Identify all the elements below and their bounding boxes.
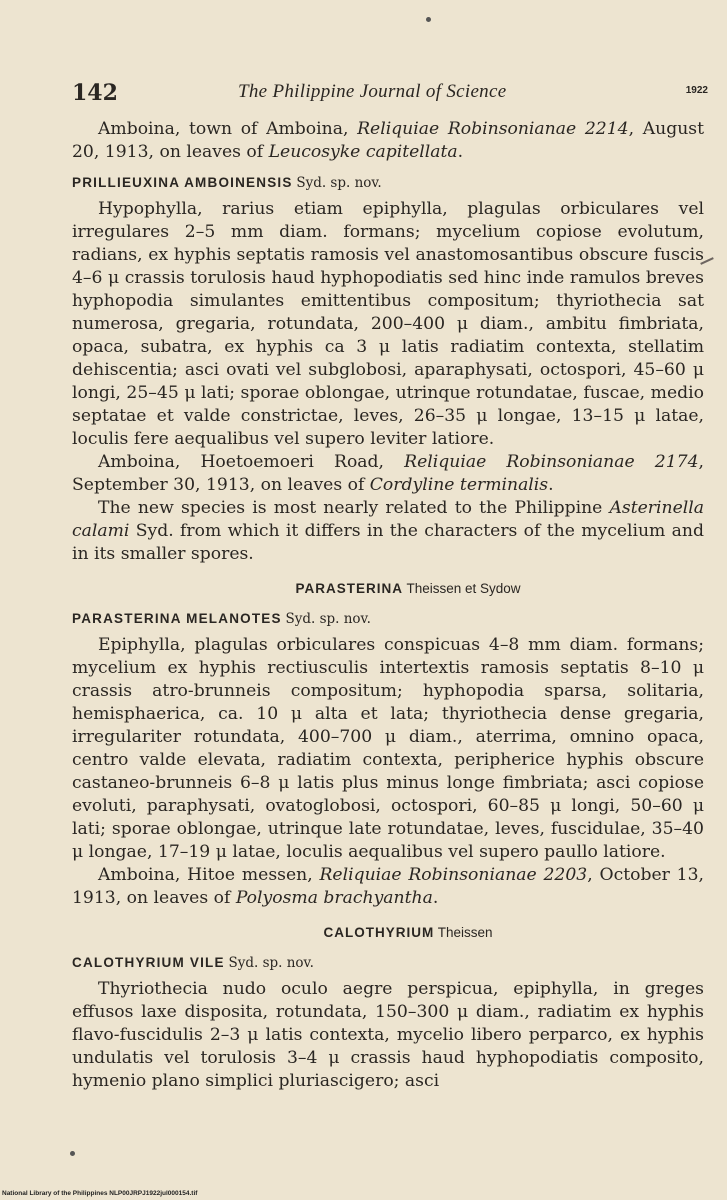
text-run: . (457, 142, 464, 162)
italic-text: Polyosma brachyantha (235, 888, 433, 908)
text-run: , September 30, 1913, on leaves of (72, 452, 704, 495)
species-heading (72, 171, 704, 195)
species-author: Syd. sp. nov. (296, 175, 382, 191)
scan-footer: National Library of the Philippines NLP00JRPJ1922jul000154.tif (2, 1190, 198, 1197)
italic-text: Cordyline terminalis (369, 475, 549, 495)
article-body (72, 118, 704, 1093)
species-author: Syd. sp. nov. (285, 611, 371, 627)
paragraph (72, 634, 704, 864)
text-run: Syd. from which it differs in the characters of the mycelium and in its smaller spores. (72, 521, 704, 564)
paragraph (72, 198, 704, 451)
text-run: , October 13, 1913, on leaves of (72, 865, 704, 908)
species-name: PARASTERINA MELANOTES (72, 611, 282, 626)
text-run: The new species is most nearly related to the Philippine (98, 498, 610, 518)
italic-text: Leucosyke capitellata (268, 142, 458, 162)
paragraph (72, 497, 704, 566)
species-heading (72, 951, 704, 975)
italic-text: Reliquiae Robinsonianae 2203 (319, 865, 588, 885)
species-heading (72, 607, 704, 631)
genus-heading (72, 577, 704, 600)
species-name: PRILLIEUXINA AMBOINENSIS (72, 175, 293, 190)
scan-speck (426, 17, 431, 22)
text-run: , August 20, 1913, on leaves of (72, 119, 704, 162)
page-header (72, 80, 708, 110)
genus-name: CALOTHYRIUM (323, 925, 435, 940)
paragraph (72, 451, 704, 497)
text-run: Amboina, Hoetoemoeri Road, (98, 452, 405, 472)
page-number: 142 (72, 80, 118, 106)
genus-name: PARASTERINA (295, 581, 403, 596)
italic-text: Reliquiae Robinsonianae 2174 (404, 452, 699, 472)
text-run: . (432, 888, 439, 908)
italic-text: Reliquiae Robinsonianae 2214 (357, 119, 629, 139)
italic-text: Asterinella calami (72, 498, 704, 541)
genus-heading (72, 921, 704, 944)
genus-author: Theissen (437, 925, 493, 940)
species-name: CALOTHYRIUM VILE (72, 955, 225, 970)
text-run: Thyriothecia nudo oculo aegre perspicua, epiphylla, in greges effusos laxe disposita, rotundata, 150–300 μ diam., radiatim ex hyphis flavo-fuscidulis 2–3 μ latis contexta, mycelio libero perparco, ex hyphis undulatis vel torulosis 3–4 μ crassis haud hyphopodiatis composito, hymenio plano simplici pluriascigero; asci (72, 979, 704, 1091)
species-author: Syd. sp. nov. (228, 955, 314, 971)
text-run: Amboina, Hitoe messen, (98, 865, 320, 885)
paragraph (72, 864, 704, 910)
text-run: Hypophylla, rarius etiam epiphylla, plagulas orbiculares vel irregulares 2–5 mm diam. formans; mycelium copiose evolutum, radians, ex hyphis septatis ramosis vel anastomosantibus obscure fuscis 4–6 μ crassis torulosis haud hyphopodiatis sed hinc inde ramulos breves hyphopodia simulantes emittentibus compositum; thyriothecia sat numerosa, gregaria, rotundata, 200–400 μ diam., ambitu fimbriata, opaca, subatra, ex hyphis ca 3 μ latis radiatim contexta, stellatim dehiscentia; asci ovati vel subglobosi, aparaphysati, octospori, 45–60 μ longi, 25–45 μ lati; sporae oblongae, utrinque rotundatae, fuscae, medio septatae et valde constrictae, leves, 26–35 μ longae, 13–15 μ latae, loculis fere aequalibus vel supero leviter latiore. (72, 199, 704, 449)
genus-author: Theissen et Sydow (406, 581, 521, 596)
text-run: Epiphylla, plagulas orbiculares conspicuas 4–8 mm diam. formans; mycelium ex hyphis rectiusculis intertextis ramosis septatis 8–10 μ crassis atro-brunneis compositum; hyphopodia sparsa, solitaria, hemisphaerica, ca. 10 μ alta et lata; thyriothecia dense gregaria, irregulariter rotundata, 400–700 μ diam., aterrima, omnino opaca, centro valde elevata, radiatim contexta, peripherice hyphis obscure castaneo-brunneis 6–8 μ latis plus minus longe fimbriata; asci copiose evoluti, paraphysati, ovatoglobosi, octospori, 60–85 μ longi, 50–60 μ lati; sporae oblongae, utrinque late rotundatae, leves, fuscidulae, 35–40 μ longae, 17–19 μ latae, loculis aequalibus vel supero paullo latiore. (72, 635, 704, 862)
scan-speck (70, 1151, 75, 1156)
paragraph (72, 978, 704, 1093)
paragraph (72, 118, 704, 164)
year: 1922 (685, 85, 708, 96)
text-run: Amboina, town of Amboina, (98, 119, 358, 139)
text-run: . (548, 475, 554, 495)
journal-title: The Philippine Journal of Science (238, 81, 507, 102)
